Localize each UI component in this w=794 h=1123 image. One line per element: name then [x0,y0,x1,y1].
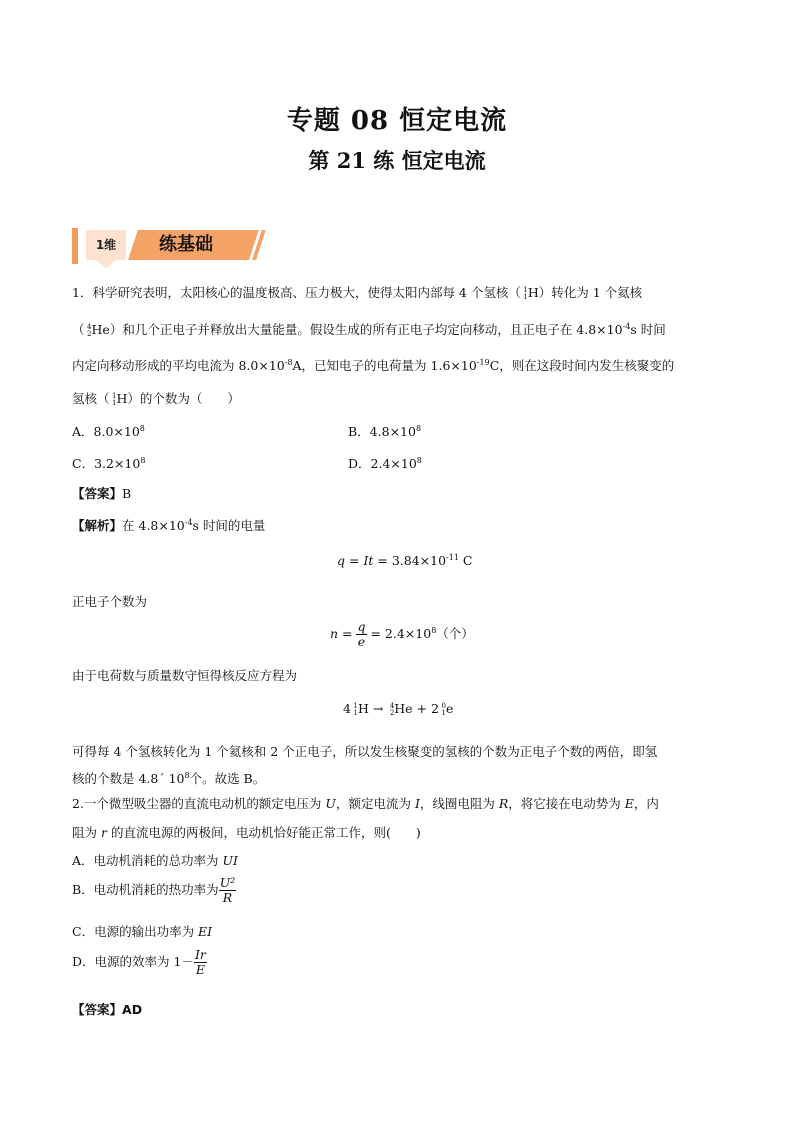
q1-conclusion-2: 核的个数是 4.8´ $10^8$个。故选 B。 [72,770,266,786]
hydrogen-nuclide: 1 1 [112,391,117,407]
page-title: 专题 08 恒定电流 [286,106,508,136]
equation-nuclear-reaction: 4 1 1 H → 4 2 He + 2 0 1 e [343,701,454,717]
q1-conclusion-1: 可得每 4 个氢核转化为 1 个氦核和 2 个正电子，所以发生核聚变的氢核的个数为正电子个数的两倍，即氢 [72,744,658,759]
q2-line-2: 阻为 r 的直流电源的两极间，电动机恰好能正常工作，则( ) [72,825,421,840]
q2-answer: 【答案】AD [72,1002,143,1017]
page-subtitle: 第 21 练 恒定电流 [308,148,486,173]
q1-line-3: 内定向移动形成的平均电流为 $8.0\times 10^{-8}A$，已知电子的电荷量为 $1.6\times 10^{-19}C$，则在这段时间内发生核聚变的 [72,357,675,373]
section-banner [72,224,262,264]
banner-label: 练基础 [159,234,213,255]
hydrogen-nuclide: 1 1 [523,285,528,301]
q2-option-c: C．电源的输出功率为 EI [72,924,213,939]
q2-line-1: 2.一个微型吸尘器的直流电动机的额定电压为 U，额定电流为 I，线圈电阻为 R，将它接在电动势为 E，内 [72,796,659,811]
equation-positron-count: n = $\frac{q}{e}$ = $2.4\times 10^8$（个） [330,619,474,649]
q1-line-1: 1．科学研究表明，太阳核心的温度极高、压力极大，使得太阳内部每 4 个氢核（ 1 1 H）转化为 1 个氦核 [72,285,643,301]
banner-tag-pointer [96,260,116,268]
q1-option-a: A．$8.0\times 10^8$ [72,423,145,439]
equation-charge: $q = It = 3.84\times 10^{-11}$ C [337,553,473,569]
q2-option-d: D．电源的效率为 1－ $\frac{Ir}{E}$ [72,947,206,977]
q1-option-d: D．$2.4\times 10^8$ [348,455,422,471]
q1-line-2: （ 4 2 He）和几个正电子并释放出大量能量。假设生成的所有正电子均定向移动，且正电子在 $4.8\times 10^{-4}s$ 时间 [72,321,666,338]
q1-reaction-text: 由于电荷数与质量数守恒得核反应方程为 [72,668,298,683]
q1-option-c: C．$3.2\times 10^8$ [72,455,146,471]
banner-tag: 1维 [86,230,126,260]
q1-positron-text: 正电子个数为 [72,594,148,609]
helium-nuclide: 4 2 [87,322,92,338]
banner-accent-bar [72,228,78,264]
q2-option-b: B．电动机消耗的热功率为 $\frac{\text{U²}}{R}$ [72,875,236,905]
q1-option-b: B．$4.8\times 10^8$ [348,423,422,439]
q1-line-4: 氢核（ 1 1 H）的个数为（ ） [72,391,240,407]
q1-answer: 【答案】B [72,486,132,501]
q2-option-a: A．电动机消耗的总功率为 UI [72,853,238,868]
q1-analysis: 【解析】在 $4.8\times 10^{-4}s$ 时间的电量 [72,517,266,533]
